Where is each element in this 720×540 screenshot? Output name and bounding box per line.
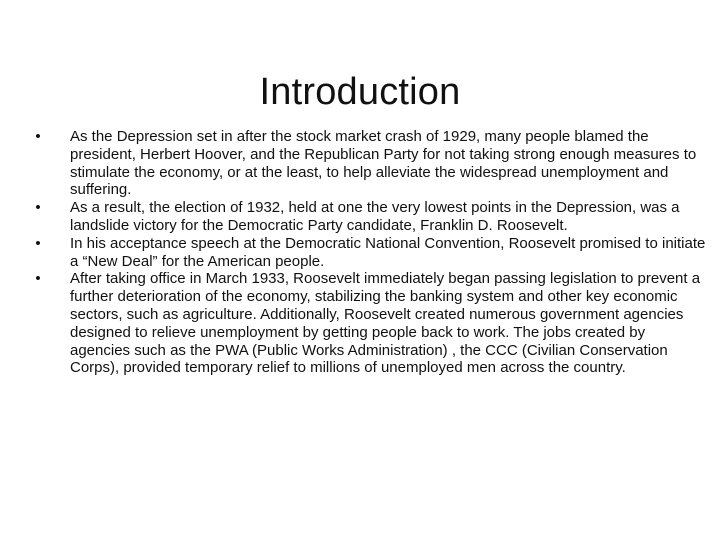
bullet-text: In his acceptance speech at the Democratic National Convention, Roosevelt promised to initiate a “New Deal” for the American people.: [70, 234, 706, 270]
bullet-icon: •: [35, 270, 41, 288]
bullet-item: [30, 128, 708, 199]
bullet-text: As the Depression set in after the stock market crash of 1929, many people blamed the president, Herbert Hoover, and the Republican Party for not taking strong enough measures to stimulate the economy, or at the least, to help alleviate the widespread unemployment and suffering.: [70, 128, 697, 199]
bullet-text: As a result, the election of 1932, held at one the very lowest points in the Depression, was a landslide victory for the Democratic Party candidate, Franklin D. Roosevelt.: [70, 199, 680, 234]
bullet-item: [30, 199, 708, 235]
bullet-item: [30, 235, 708, 271]
bullet-item: [30, 270, 708, 377]
bullet-icon: •: [35, 128, 41, 145]
bullet-icon: •: [35, 234, 41, 252]
bullet-list: [30, 128, 708, 377]
slide-title: Introduction: [259, 71, 461, 114]
bullet-text: After taking office in March 1933, Roosevelt immediately began passing legislation to prevent a further deterioration of the economy, stabilizing the banking system and other key economic sectors, such as agriculture. Additionally, Roosevelt created numerous government agencies designed to relieve unemployment by getting people back to work. The jobs created by agencies such as the PWA (Public Works Administration) , the CCC (Civilian Conservation Corps), provided temporary relief to millions of unemployed men across the country.: [70, 270, 701, 377]
bullet-icon: •: [35, 199, 41, 217]
